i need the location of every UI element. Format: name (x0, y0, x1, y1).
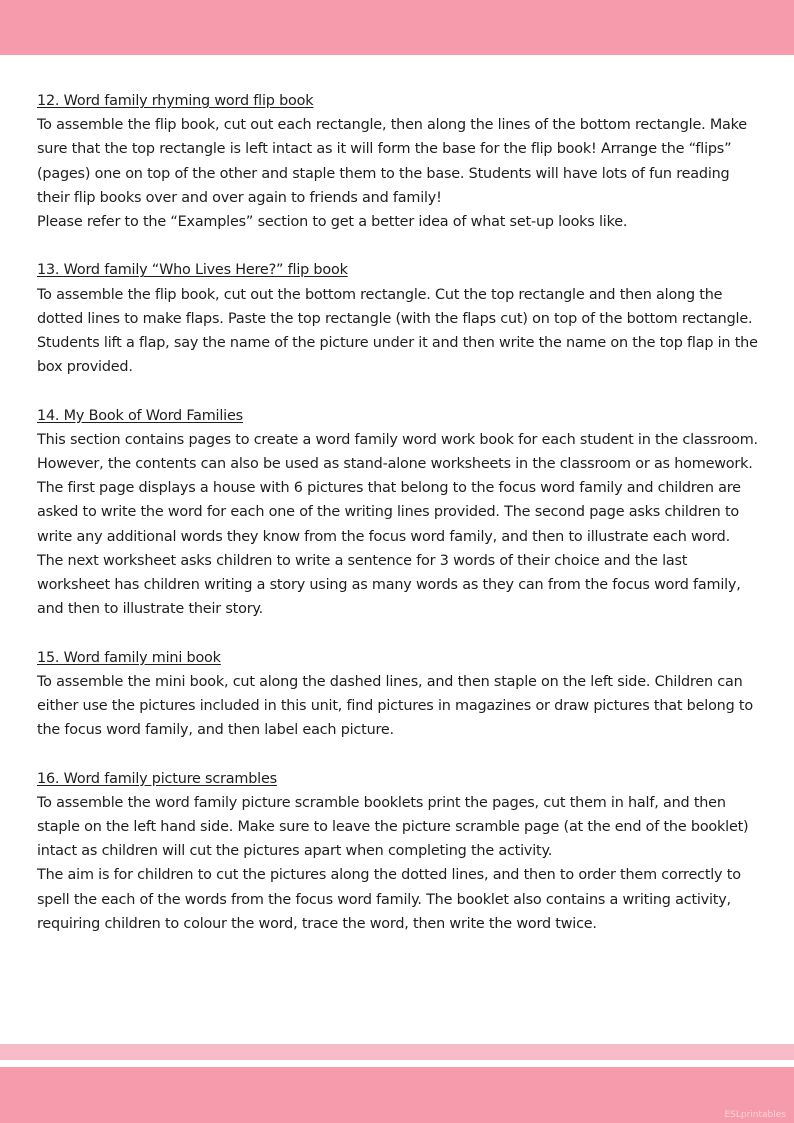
section-paragraph: The first page displays a house with 6 pictures that belong to the focus word family and children are asked to write the word for each one of the writing lines provided. The second page asks children to write any additional words they know from the focus word family, and then to illustrate each word. The next worksheet asks children to write a sentence for 3 words of their choice and the last worksheet has children writing a story using as many words as they can from the focus word family, and then to illustrate their story. (37, 480, 741, 618)
section-paragraph: To assemble the flip book, cut out the bottom rectangle. Cut the top rectangle and then along the dotted lines to make flaps. Paste the top rectangle (with the flaps cut) on top of the bottom rectangle. Students lift a flap, say the name of the picture under it and then write the name on the top flap in the box provided. (37, 286, 758, 376)
section-paragraph: The aim is for children to cut the pictures along the dotted lines, and then to order them correctly to spell the each of the words from the focus word family. The booklet also contains a writing activity, requiring children to colour the word, trace the word, then write the word twice. (37, 867, 741, 932)
section-title: 14. My Book of Word Families (37, 407, 243, 424)
section-title: 13. Word family “Who Lives Here?” flip book (37, 262, 348, 279)
section-flip-book (37, 89, 759, 234)
section-who-lives-here (37, 258, 759, 379)
section-paragraph: To assemble the flip book, cut out each rectangle, then along the lines of the bottom rectangle. Make sure that the top rectangle is left intact as it will form the base for the flip book! Arrange the “flips” (pages) one on top of the other and staple them to the base. Students will have lots of fun reading their flip books over and over again to friends and family! (37, 117, 747, 206)
section-paragraph: To assemble the word family picture scramble booklets print the pages, cut them in half, and then staple on the left hand side. Make sure to leave the picture scramble page (at the end of the booklet) intact as children will cut the pictures apart when completing the activity. (37, 794, 749, 860)
section-mini-book (37, 646, 759, 743)
section-book-of-word-families (37, 404, 759, 622)
footer-stripe (0, 1044, 794, 1060)
section-picture-scrambles (37, 767, 759, 936)
section-title: 16. Word family picture scrambles (37, 770, 277, 787)
section-paragraph: To assemble the mini book, cut along the dashed lines, and then staple on the left side. Children can either use the pictures included in this unit, find pictures in magazines or draw pictures that belong to the focus word family, and then label each picture. (37, 673, 753, 739)
instructions-content (37, 89, 759, 936)
section-paragraph: This section contains pages to create a word family word work book for each student in the classroom. However, the contents can also be used as stand-alone worksheets in the classroom or as homework. (37, 431, 758, 473)
header-band (0, 0, 794, 55)
section-title: 12. Word family rhyming word flip book (37, 93, 314, 109)
section-paragraph: Please refer to the “Examples” section to get a better idea of what set-up looks like. (37, 214, 628, 231)
watermark: ESLprintables (724, 1110, 786, 1120)
section-title: 15. Word family mini book (37, 649, 221, 666)
footer-band (0, 1067, 794, 1123)
